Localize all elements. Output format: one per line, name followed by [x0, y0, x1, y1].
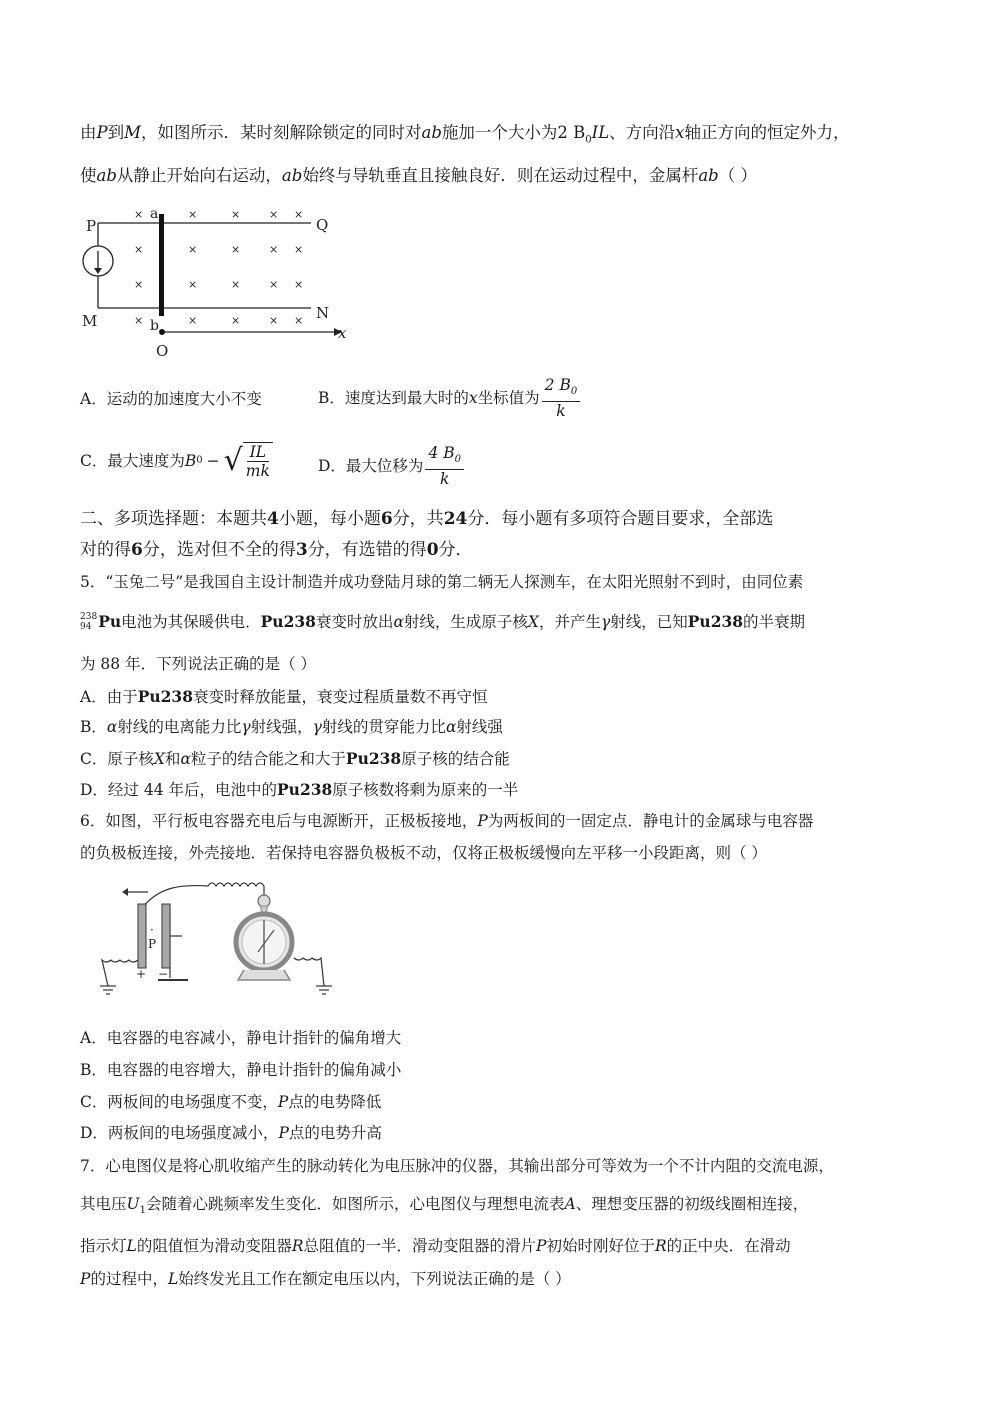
rail-figure: [76, 198, 366, 363]
electrometer-icon: [236, 895, 292, 980]
svg-text:×: ×: [269, 314, 279, 327]
label-plus: +: [136, 967, 147, 981]
q5-option-d: D．经过 44 年后，电池中的Pu238原子核数将剩为原来的一半: [80, 780, 519, 799]
svg-text:×: ×: [134, 243, 144, 256]
fraction-2B0-k: $\frac{2 B_0}{k}$: [542, 376, 581, 420]
label-b: b: [150, 318, 159, 334]
svg-text:×: ×: [294, 278, 304, 291]
q7-line-4: P的过程中，L始终发光且工作在额定电压以内，下列说法正确的是（ ）: [80, 1270, 571, 1288]
svg-text:×: ×: [134, 314, 144, 327]
metal-rod: [159, 214, 164, 316]
q7-line-3: 指示灯L的阻值恒为滑动变阻器R总阻值的一半．滑动变阻器的滑片P初始时刚好位于R的正中央．在滑动: [80, 1237, 791, 1255]
svg-text:×: ×: [294, 208, 304, 221]
q5-line-2: 238 94 Pu 电池为其保暖供电． Pu238 衰变时放出 α 射线，生成原子核 X ，并产生 γ 射线，已知 Pu238 的半衰期: [80, 612, 806, 632]
q6-option-d: D．两板间的电场强度减小，P点的电势升高: [80, 1124, 382, 1142]
svg-text:·: ·: [150, 923, 154, 937]
positive-plate: [138, 904, 146, 968]
q5-line-3: 为 88 年．下列说法正确的是（ ）: [80, 655, 317, 673]
svg-text:×: ×: [231, 314, 241, 327]
capacitor-electrometer-figure: [98, 876, 338, 1006]
label-O: O: [156, 342, 169, 360]
label-a: a: [150, 206, 159, 222]
prev-option-b: B．速度达到最大时的 x 坐标值为 $\frac{2 B_0}{k}$: [318, 376, 580, 420]
prev-question-line-2: 使ab从静止开始向右运动，ab始终与导轨垂直且接触良好．则在运动过程中，金属杆ab（ ）: [80, 166, 757, 185]
sqrt-IL-mk: √ $\frac{IL}{mk}$: [224, 442, 273, 480]
ground-spring-right: [294, 958, 324, 986]
svg-text:×: ×: [231, 243, 241, 256]
q5-option-c: C．原子核X和α粒子的结合能之和大于Pu238原子核的结合能: [80, 749, 510, 768]
svg-text:×: ×: [269, 278, 279, 291]
label-minus: −: [158, 967, 169, 981]
label-N: N: [316, 304, 330, 322]
fraction-4B0-k: $\frac{4 B_0}{k}$: [425, 444, 464, 488]
svg-text:×: ×: [134, 208, 144, 221]
svg-text:×: ×: [188, 243, 198, 256]
q7-line-2: 其电压$U_1$会随着心跳频率发生变化．如图所示，心电图仪与理想电流表A、理想变压器的初级线圈相连接，: [80, 1195, 809, 1217]
origin-dot: [159, 329, 165, 335]
svg-text:×: ×: [294, 243, 304, 256]
q6-line-2: 的负极板连接，外壳接地．若保持电容器负极板不动，仅将正极板缓慢向左平移一小段距离，则（ ）: [80, 844, 767, 862]
prev-option-a: A．运动的加速度大小不变: [80, 390, 262, 408]
isotope-notation: 238 94: [80, 612, 98, 632]
svg-text:×: ×: [188, 314, 198, 327]
label-P-point: P: [148, 937, 157, 951]
label-x: x: [338, 324, 347, 342]
ground-spring-left: [102, 960, 138, 986]
q6-line-1: 6．如图，平行板电容器充电后与电源断开，正极板接地，P为两板间的一固定点．静电计的金属球与电容器: [80, 812, 814, 830]
q5-option-a: A．由于Pu238衰变时释放能量，衰变过程质量数不再守恒: [80, 687, 488, 706]
label-Q: Q: [316, 216, 329, 234]
label-P: P: [86, 217, 97, 235]
svg-text:×: ×: [269, 243, 279, 256]
svg-text:×: ×: [231, 208, 241, 221]
prev-question-line-1: 由P到M，如图所示．某时刻解除锁定的同时对ab施加一个大小为2 $B_0IL$、方向沿x轴正方向的恒定外力，: [80, 123, 850, 146]
q5-line-1: 5．“玉兔二号”是我国自主设计制造并成功登陆月球的第二辆无人探测车，在太阳光照射不到时，由同位素: [80, 573, 804, 591]
left-arrow-icon: [122, 888, 128, 896]
svg-text:×: ×: [231, 278, 241, 291]
q7-line-1: 7．心电图仪是将心肌收缩产生的脉动转化为电压脉冲的仪器，其输出部分可等效为一个不计内阻的交流电源，: [80, 1157, 834, 1175]
q6-option-c: C．两板间的电场强度不变，P点的电势降低: [80, 1093, 382, 1111]
connecting-spring-wire: [208, 883, 264, 886]
svg-text:×: ×: [269, 208, 279, 221]
section2-heading-line-1: 二、多项选择题：本题共4小题，每小题6分，共24分．每小题有多项符合题目要求，全部选: [80, 509, 774, 529]
prev-option-c: C．最大速度为 B 0 − √ $\frac{IL}{mk}$: [80, 442, 273, 480]
q5-option-b: B．α射线的电离能力比γ射线强，γ射线的贯穿能力比α射线强: [80, 718, 503, 736]
label-M: M: [82, 312, 98, 330]
section2-heading-line-2: 对的得6分，选对但不全的得3分，有选错的得0分．: [80, 540, 473, 560]
svg-text:×: ×: [294, 314, 304, 327]
svg-text:×: ×: [134, 278, 144, 291]
negative-plate: [162, 904, 170, 968]
prev-option-d: D．最大位移为 $\frac{4 B_0}{k}$: [318, 444, 464, 488]
svg-text:×: ×: [188, 208, 198, 221]
q6-option-b: B．电容器的电容增大，静电计指针的偏角减小: [80, 1061, 402, 1079]
svg-text:×: ×: [188, 278, 198, 291]
q6-option-a: A．电容器的电容减小，静电计指针的偏角增大: [80, 1029, 402, 1047]
